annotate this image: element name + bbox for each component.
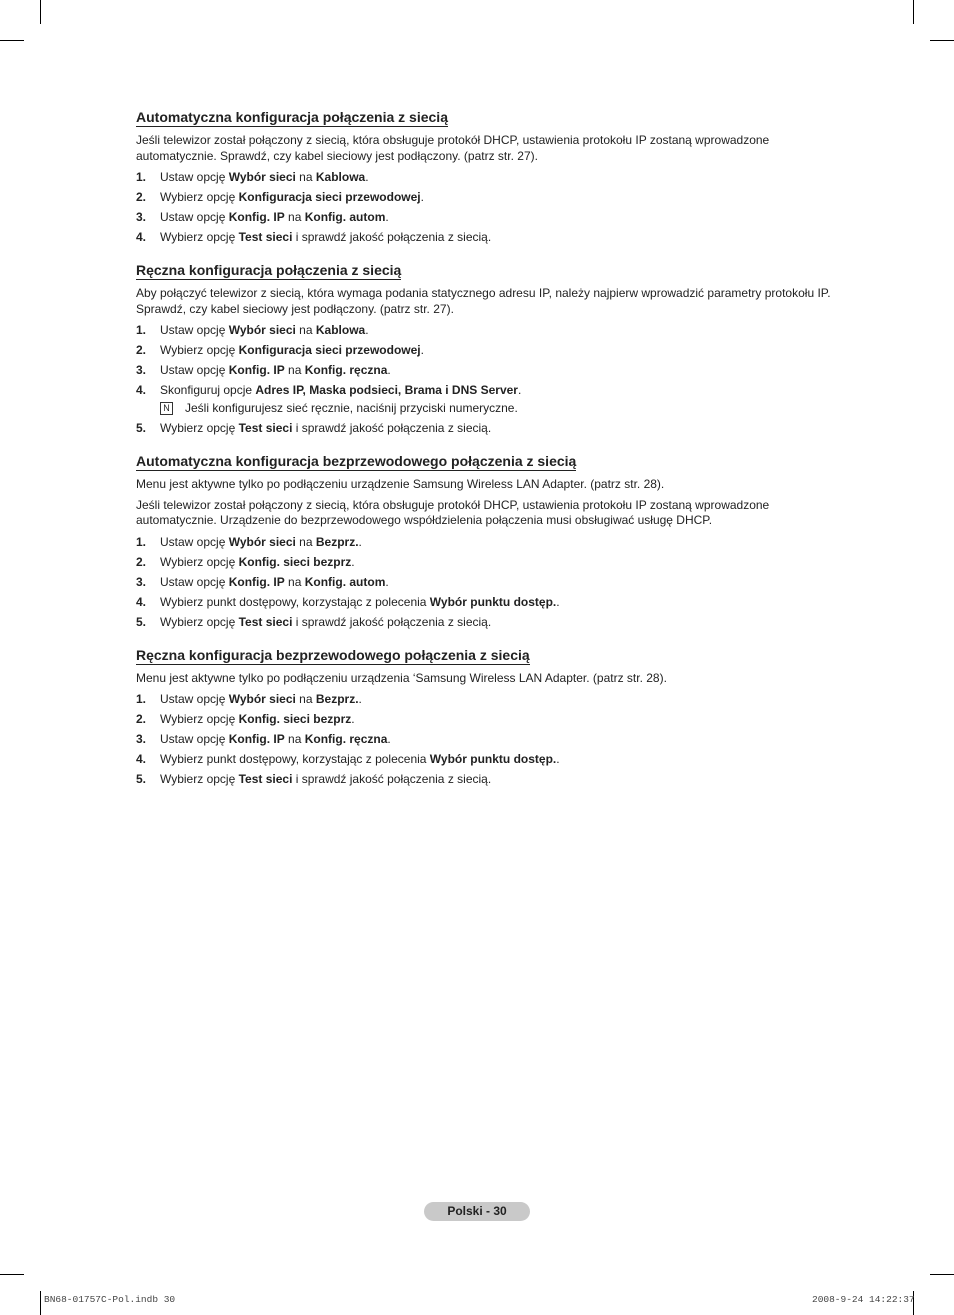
- note-text: Jeśli konfigurujesz sieć ręcznie, naciśnij przyciski numeryczne.: [185, 401, 518, 415]
- step-item: [136, 363, 848, 378]
- step-option: Wybór punktu dostęp.: [429, 752, 557, 766]
- step-text: Wybierz opcję: [160, 772, 239, 786]
- crop-mark: [0, 40, 24, 41]
- note-icon: N: [160, 402, 173, 415]
- step-value: Bezprz.: [315, 692, 359, 706]
- step-item: [136, 772, 848, 787]
- paragraph: Jeśli telewizor został połączony z siecią, która obsługuje protokół DHCP, ustawienia protokołu IP zostaną wprowadzone automatycznie. Urządzenie do bezprzewodowego współdzielenia połączenia musi obsługiwać usługę DHCP.: [136, 497, 770, 527]
- step-text: Ustaw opcję: [160, 692, 229, 706]
- step-text: .: [365, 170, 369, 184]
- step-list: [136, 535, 848, 630]
- paragraph: Jeśli telewizor został połączony z siecią, która obsługuje protokół DHCP, ustawienia protokołu IP zostaną wprowadzone automatycznie. Sprawdź, czy kabel sieciowy jest podłączony. (patrz str. 27).: [136, 133, 770, 163]
- section-heading: Automatyczna konfiguracja połączenia z siecią: [136, 109, 448, 125]
- step-number: 3.: [136, 574, 147, 589]
- crop-mark: [930, 40, 954, 41]
- step-text: Wybierz opcję: [160, 343, 239, 357]
- step-item: [136, 210, 848, 225]
- section: [136, 108, 848, 245]
- step-number: 4.: [136, 594, 147, 609]
- step-option: Test sieci: [238, 614, 293, 629]
- step-number: 2.: [136, 190, 147, 204]
- step-option: Test sieci: [238, 772, 293, 786]
- step-list: [136, 692, 848, 787]
- step-text: i sprawdź jakość połączenia z siecią.: [292, 614, 492, 629]
- step-item: [136, 752, 848, 767]
- step-text: Ustaw opcję: [160, 323, 229, 337]
- step-value: Konfig. ręczna: [304, 732, 388, 746]
- step-item: [136, 421, 848, 436]
- step-number: 2.: [136, 343, 147, 357]
- step-text: na: [284, 363, 305, 377]
- step-number: 3.: [136, 210, 147, 224]
- step-option: Konfiguracja sieci przewodowej: [238, 190, 421, 204]
- step-item: [136, 615, 848, 630]
- step-text: Skonfiguruj opcje: [160, 383, 256, 397]
- step-number: 4.: [136, 230, 147, 244]
- step-option: Konfig. sieci bezprz: [238, 712, 352, 726]
- step-item: [136, 595, 848, 610]
- crop-mark: [913, 0, 914, 24]
- step-item: [136, 383, 848, 416]
- section: [136, 261, 848, 436]
- step-text: .: [351, 554, 355, 569]
- step-number: 5.: [136, 421, 147, 435]
- section-heading: Automatyczna konfiguracja bezprzewodowego połączenia z siecią: [136, 453, 577, 469]
- step-text: Wybierz punkt dostępowy, korzystając z polecenia: [160, 594, 430, 609]
- imprint-file: BN68-01757C-Pol.indb 30: [44, 1294, 176, 1305]
- step-text: Wybierz opcję: [160, 230, 239, 244]
- step-number: 5.: [136, 614, 147, 629]
- step-text: .: [387, 363, 391, 377]
- step-number: 2.: [136, 712, 147, 726]
- step-text: Ustaw opcję: [160, 534, 229, 549]
- step-text: Wybierz opcję: [160, 712, 239, 726]
- section-heading: Ręczna konfiguracja bezprzewodowego połączenia z siecią: [136, 646, 530, 663]
- step-text: na: [284, 210, 305, 224]
- step-option: Konfiguracja sieci przewodowej: [238, 343, 421, 357]
- step-option: Konfig. IP: [228, 363, 285, 377]
- step-text: .: [517, 383, 522, 397]
- step-text: Wybierz opcję: [160, 190, 239, 204]
- step-text: .: [385, 574, 389, 589]
- section: [136, 452, 848, 630]
- step-number: 1.: [136, 692, 147, 706]
- step-text: na: [295, 323, 316, 337]
- step-text: na: [295, 534, 316, 549]
- crop-mark: [0, 1274, 24, 1275]
- section-heading: Ręczna konfiguracja połączenia z siecią: [136, 262, 402, 278]
- step-value: Konfig. ręczna: [304, 363, 388, 377]
- step-text: .: [556, 594, 560, 609]
- step-option: Test sieci: [238, 421, 293, 435]
- step-text: .: [385, 210, 389, 224]
- note: [160, 401, 848, 416]
- step-value: Bezprz.: [315, 534, 359, 549]
- step-number: 4.: [136, 752, 147, 766]
- step-text: .: [351, 712, 355, 726]
- step-text: Ustaw opcję: [160, 210, 229, 224]
- step-text: .: [420, 190, 424, 204]
- step-number: 1.: [136, 534, 147, 549]
- step-item: [136, 555, 848, 570]
- step-option: Konfig. IP: [228, 574, 285, 589]
- step-number: 5.: [136, 772, 147, 786]
- step-number: 1.: [136, 170, 147, 184]
- step-item: [136, 170, 848, 185]
- step-item: [136, 575, 848, 590]
- step-text: i sprawdź jakość połączenia z siecią.: [292, 230, 492, 244]
- step-text: Wybierz opcję: [160, 614, 239, 629]
- step-text: na: [295, 170, 316, 184]
- step-item: [136, 190, 848, 205]
- crop-mark: [930, 1274, 954, 1275]
- step-option: Adres IP, Maska podsieci, Brama i DNS Server: [255, 383, 518, 397]
- step-option: Konfig. sieci bezprz: [238, 554, 352, 569]
- step-item: [136, 535, 848, 550]
- page-number-badge: Polski - 30: [424, 1202, 530, 1221]
- step-item: [136, 732, 848, 747]
- step-item: [136, 343, 848, 358]
- step-list: [136, 170, 848, 245]
- step-text: Ustaw opcję: [160, 363, 229, 377]
- step-text: Ustaw opcję: [160, 732, 229, 746]
- step-value: Konfig. autom: [304, 210, 386, 224]
- step-text: Wybierz opcję: [160, 421, 239, 435]
- step-number: 1.: [136, 323, 147, 337]
- step-text: .: [556, 752, 560, 766]
- step-option: Konfig. IP: [228, 210, 285, 224]
- step-item: [136, 323, 848, 338]
- crop-mark: [40, 1291, 41, 1315]
- step-text: i sprawdź jakość połączenia z siecią.: [292, 421, 492, 435]
- step-option: Wybór sieci: [228, 534, 296, 549]
- paragraph: Aby połączyć telewizor z siecią, która wymaga podania statycznego adresu IP, należy najpierw wprowadzić parametry protokołu IP. Sprawdź, czy kabel sieciowy jest podłączony. (patrz str. 27).: [136, 286, 831, 316]
- paragraph: Menu jest aktywne tylko po podłączeniu urządzenie Samsung Wireless LAN Adapter. (patrz str. 28).: [136, 477, 665, 491]
- step-text: .: [420, 343, 424, 357]
- step-text: Wybierz punkt dostępowy, korzystając z polecenia: [160, 752, 430, 766]
- step-text: na: [284, 574, 305, 589]
- step-text: Ustaw opcję: [160, 574, 229, 589]
- step-number: 2.: [136, 554, 147, 569]
- step-text: .: [387, 732, 391, 746]
- step-text: na: [295, 692, 316, 706]
- step-option: Konfig. IP: [228, 732, 285, 746]
- step-value: Kablowa: [315, 170, 366, 184]
- step-list: [136, 323, 848, 436]
- step-option: Wybór sieci: [228, 323, 296, 337]
- crop-mark: [40, 0, 41, 24]
- document-body: [136, 108, 848, 803]
- step-number: 3.: [136, 363, 147, 377]
- step-text: i sprawdź jakość połączenia z siecią.: [292, 772, 492, 786]
- step-option: Wybór sieci: [228, 170, 296, 184]
- step-option: Wybór sieci: [228, 692, 296, 706]
- step-value: Konfig. autom: [304, 574, 386, 589]
- paragraph: Menu jest aktywne tylko po podłączeniu urządzenia ‘Samsung Wireless LAN Adapter. (patrz str. 28).: [136, 670, 667, 685]
- section: [136, 646, 848, 788]
- step-text: .: [358, 692, 362, 706]
- step-text: Wybierz opcję: [160, 554, 239, 569]
- imprint-date: 2008-9-24 14:22:37: [812, 1294, 915, 1305]
- step-number: 3.: [136, 732, 147, 746]
- step-number: 4.: [136, 383, 147, 397]
- step-text: .: [358, 534, 362, 549]
- step-value: Kablowa: [315, 323, 366, 337]
- step-item: [136, 712, 848, 727]
- step-option: Test sieci: [238, 230, 293, 244]
- step-item: [136, 230, 848, 245]
- step-text: na: [284, 732, 305, 746]
- step-text: Ustaw opcję: [160, 170, 229, 184]
- step-option: Wybór punktu dostęp.: [429, 594, 557, 609]
- step-text: .: [365, 323, 369, 337]
- step-item: [136, 692, 848, 707]
